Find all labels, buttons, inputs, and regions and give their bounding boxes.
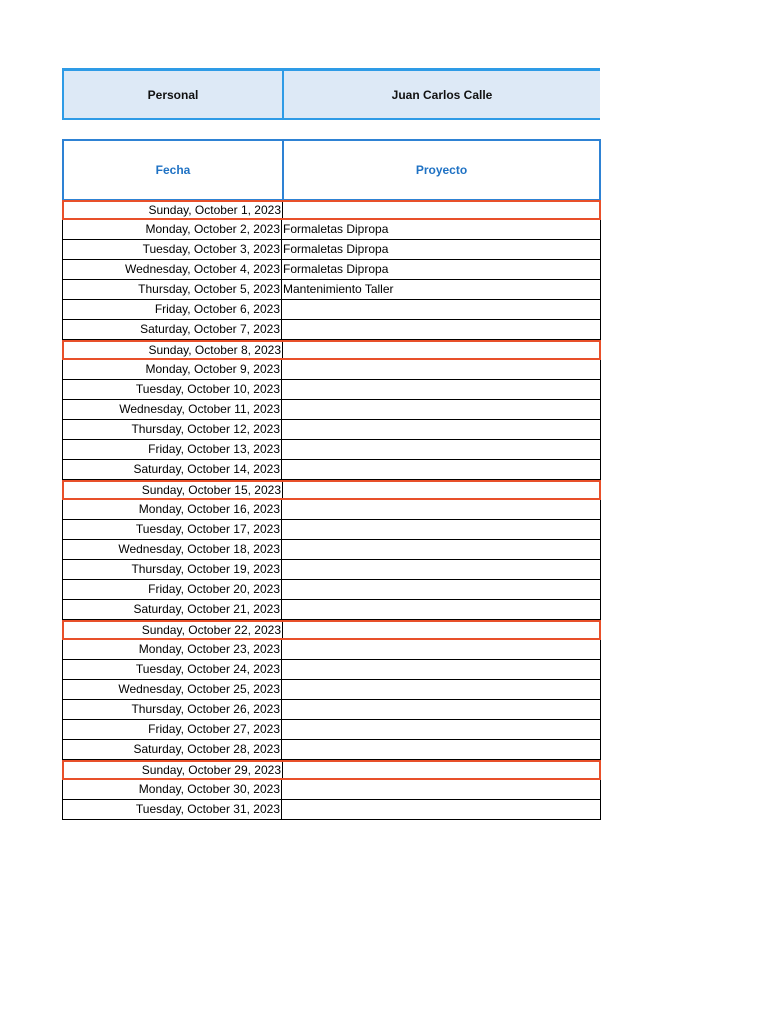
date-cell[interactable]: Saturday, October 7, 2023 <box>63 320 282 339</box>
date-cell[interactable]: Thursday, October 12, 2023 <box>63 420 282 439</box>
table-row-sunday[interactable] <box>62 340 601 360</box>
table-row[interactable] <box>62 640 601 660</box>
table-row[interactable] <box>62 420 601 440</box>
date-cell[interactable]: Tuesday, October 17, 2023 <box>63 520 282 539</box>
project-cell[interactable] <box>282 400 600 419</box>
date-cell[interactable]: Saturday, October 14, 2023 <box>63 460 282 479</box>
date-cell[interactable]: Thursday, October 26, 2023 <box>63 700 282 719</box>
table-row[interactable] <box>62 780 601 800</box>
project-cell[interactable] <box>282 740 600 759</box>
personal-header <box>62 68 600 120</box>
table-row[interactable] <box>62 700 601 720</box>
table-row[interactable] <box>62 320 601 340</box>
table-row[interactable] <box>62 740 601 760</box>
project-cell[interactable] <box>282 800 600 819</box>
table-row[interactable] <box>62 380 601 400</box>
date-cell[interactable]: Wednesday, October 18, 2023 <box>63 540 282 559</box>
column-header-date: Fecha <box>64 141 284 199</box>
table-row[interactable] <box>62 520 601 540</box>
table-row[interactable] <box>62 300 601 320</box>
table-row[interactable] <box>62 540 601 560</box>
table-row-sunday[interactable] <box>62 200 601 220</box>
project-cell[interactable] <box>283 342 599 358</box>
date-cell[interactable]: Sunday, October 29, 2023 <box>64 762 283 778</box>
table-row[interactable] <box>62 580 601 600</box>
date-cell[interactable]: Tuesday, October 10, 2023 <box>63 380 282 399</box>
table-row[interactable] <box>62 600 601 620</box>
table-row[interactable] <box>62 220 601 240</box>
project-cell[interactable] <box>282 780 600 799</box>
project-cell[interactable] <box>282 320 600 339</box>
column-header-project: Proyecto <box>415 163 468 177</box>
project-cell[interactable] <box>282 660 600 679</box>
date-cell[interactable]: Saturday, October 21, 2023 <box>63 600 282 619</box>
project-cell[interactable] <box>283 622 599 638</box>
project-cell[interactable] <box>282 600 600 619</box>
project-cell[interactable] <box>283 202 599 218</box>
date-cell[interactable]: Sunday, October 22, 2023 <box>64 622 283 638</box>
project-cell[interactable] <box>282 420 600 439</box>
table-row[interactable] <box>62 500 601 520</box>
date-cell[interactable]: Wednesday, October 25, 2023 <box>63 680 282 699</box>
date-cell[interactable]: Thursday, October 5, 2023 <box>63 280 282 299</box>
project-cell[interactable]: Formaletas Dipropa <box>283 262 389 276</box>
date-cell[interactable]: Saturday, October 28, 2023 <box>63 740 282 759</box>
date-cell[interactable]: Monday, October 16, 2023 <box>63 500 282 519</box>
project-cell[interactable]: Formaletas Dipropa <box>283 222 389 236</box>
date-cell[interactable]: Friday, October 6, 2023 <box>63 300 282 319</box>
date-cell[interactable]: Monday, October 30, 2023 <box>63 780 282 799</box>
table-row[interactable] <box>62 720 601 740</box>
project-cell[interactable] <box>282 700 600 719</box>
date-cell[interactable]: Monday, October 9, 2023 <box>63 360 282 379</box>
table-row-sunday[interactable] <box>62 480 601 500</box>
project-cell[interactable] <box>282 360 600 379</box>
table-row[interactable] <box>62 400 601 420</box>
table-header <box>62 139 601 200</box>
project-cell[interactable] <box>282 380 600 399</box>
table-row-sunday[interactable] <box>62 760 601 780</box>
project-cell[interactable] <box>282 580 600 599</box>
table-row[interactable] <box>62 560 601 580</box>
date-cell[interactable]: Friday, October 20, 2023 <box>63 580 282 599</box>
date-cell[interactable]: Wednesday, October 11, 2023 <box>63 400 282 419</box>
table-row[interactable] <box>62 360 601 380</box>
date-cell[interactable]: Thursday, October 19, 2023 <box>63 560 282 579</box>
personal-name: Juan Carlos Calle <box>391 87 493 102</box>
project-cell[interactable] <box>282 460 600 479</box>
date-cell[interactable]: Sunday, October 15, 2023 <box>64 482 283 498</box>
date-cell[interactable]: Wednesday, October 4, 2023 <box>63 260 282 279</box>
date-cell[interactable]: Friday, October 27, 2023 <box>63 720 282 739</box>
table-row[interactable] <box>62 660 601 680</box>
project-cell[interactable] <box>282 540 600 559</box>
table-row[interactable] <box>62 680 601 700</box>
date-cell[interactable]: Tuesday, October 24, 2023 <box>63 660 282 679</box>
schedule-table-body <box>62 200 601 820</box>
project-cell[interactable] <box>282 440 600 459</box>
table-row[interactable] <box>62 800 601 820</box>
project-cell[interactable] <box>283 762 599 778</box>
project-cell[interactable]: Mantenimiento Taller <box>283 282 394 296</box>
project-cell[interactable] <box>282 720 600 739</box>
date-cell[interactable]: Tuesday, October 31, 2023 <box>63 800 282 819</box>
project-cell[interactable] <box>282 300 600 319</box>
date-cell[interactable]: Tuesday, October 3, 2023 <box>63 240 282 259</box>
date-cell[interactable]: Friday, October 13, 2023 <box>63 440 282 459</box>
date-cell[interactable]: Monday, October 23, 2023 <box>63 640 282 659</box>
project-cell[interactable]: Formaletas Dipropa <box>283 242 389 256</box>
project-cell[interactable] <box>282 560 600 579</box>
project-cell[interactable] <box>283 482 599 498</box>
date-cell[interactable]: Sunday, October 1, 2023 <box>64 202 283 218</box>
table-row[interactable] <box>62 460 601 480</box>
project-cell[interactable] <box>282 520 600 539</box>
date-cell[interactable]: Monday, October 2, 2023 <box>63 220 282 239</box>
date-cell[interactable]: Sunday, October 8, 2023 <box>64 342 283 358</box>
table-row-sunday[interactable] <box>62 620 601 640</box>
personal-label: Personal <box>64 71 284 118</box>
project-cell[interactable] <box>282 640 600 659</box>
project-cell[interactable] <box>282 500 600 519</box>
table-row[interactable] <box>62 260 601 280</box>
table-row[interactable] <box>62 240 601 260</box>
table-row[interactable] <box>62 280 601 300</box>
project-cell[interactable] <box>282 680 600 699</box>
table-row[interactable] <box>62 440 601 460</box>
